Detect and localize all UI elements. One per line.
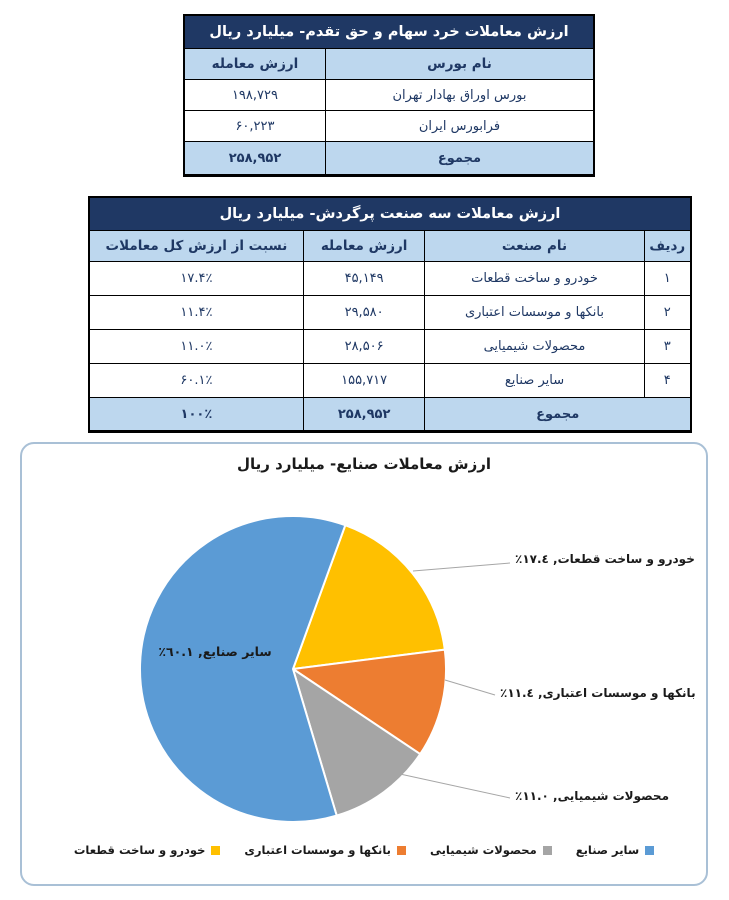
table-cell: بورس اوراق بهادار تهران (325, 80, 594, 111)
table-cell: ۶۰.۱٪ (89, 364, 303, 398)
chart-legend (22, 843, 706, 857)
table-cell: ۶۰,۲۲۳ (184, 111, 325, 142)
table-cell: بانکها و موسسات اعتباری (425, 296, 644, 330)
legend-item-3 (74, 843, 221, 857)
table-cell: فرابورس ایران (325, 111, 594, 142)
slice-label-text: محصولات شیمیایی, (553, 789, 669, 803)
table-cell: ۱۱.۰٪ (89, 330, 303, 364)
slice-label-3 (130, 644, 300, 659)
table-cell: ۱۷.۴٪ (89, 262, 303, 296)
callout-line-2 (400, 774, 510, 798)
top-industries-table-mount (88, 196, 692, 433)
slice-label-text: سایر صنایع, (197, 644, 272, 659)
top-industries-table-header-1: نام صنعت (425, 231, 644, 262)
industries-pie-panel (20, 442, 708, 886)
legend-label: بانکها و موسسات اعتباری (244, 843, 391, 857)
table-row (89, 262, 691, 296)
top-industries-table-title: ارزش معاملات سه صنعت پرگردش- میلیارد ریال (89, 197, 691, 231)
table-cell: محصولات شیمیایی (425, 330, 644, 364)
table-cell: ۲ (644, 296, 691, 330)
slice-label-2 (515, 789, 669, 803)
legend-label: محصولات شیمیایی (429, 843, 537, 857)
retail-trades-table (183, 14, 595, 177)
total-cell: ۲۵۸,۹۵۲ (303, 398, 425, 432)
legend-swatch-icon (397, 846, 406, 855)
table-row (89, 330, 691, 364)
legend-item-1 (430, 843, 552, 857)
retail-trades-table-total-row (184, 142, 594, 176)
slice-label-percent: ٪١١.٠ (515, 789, 549, 803)
legend-swatch-icon (645, 846, 654, 855)
top-industries-table-total-row (89, 398, 691, 432)
slice-label-text: بانکها و موسسات اعتباری, (538, 686, 696, 700)
retail-trades-table-header-0: نام بورس (325, 49, 594, 80)
total-cell: مجموع (325, 142, 594, 176)
slice-label-percent: ٪١٧.٤ (515, 552, 549, 566)
table-row (89, 296, 691, 330)
table-cell: ۳ (644, 330, 691, 364)
slice-label-percent: ٪١١.٤ (500, 686, 534, 700)
retail-trades-table-mount (183, 14, 595, 177)
retail-trades-table-header-1: ارزش معامله (184, 49, 325, 80)
legend-label: سایر صنایع (575, 843, 640, 857)
total-cell: ۲۵۸,۹۵۲ (184, 142, 325, 176)
table-row (184, 111, 594, 142)
table-cell: ۲۸,۵۰۶ (303, 330, 425, 364)
top-industries-table-header-0: ردیف (644, 231, 691, 262)
table-cell: ۴ (644, 364, 691, 398)
legend-swatch-icon (543, 846, 552, 855)
legend-label: خودرو و ساخت قطعات (73, 843, 206, 857)
top-industries-table-header-2: ارزش معامله (303, 231, 425, 262)
table-cell: ۴۵,۱۴۹ (303, 262, 425, 296)
chart-title: ارزش معاملات صنایع- میلیارد ریال (236, 455, 492, 473)
table-cell: ۱۵۵,۷۱۷ (303, 364, 425, 398)
slice-label-text: خودرو و ساخت قطعات, (553, 552, 695, 566)
legend-swatch-icon (211, 846, 220, 855)
table-row (184, 80, 594, 111)
total-cell: ۱۰۰٪ (89, 398, 303, 432)
retail-trades-table-title: ارزش معاملات خرد سهام و حق تقدم- میلیارد ریال (184, 15, 594, 49)
table-cell: ۱ (644, 262, 691, 296)
total-cell: مجموع (425, 398, 691, 432)
top-industries-table-header-3: نسبت از ارزش کل معاملات (89, 231, 303, 262)
table-cell: سایر صنایع (425, 364, 644, 398)
callout-line-0 (413, 563, 510, 571)
table-cell: ۲۹,۵۸۰ (303, 296, 425, 330)
callout-line-1 (445, 680, 495, 695)
slice-label-0 (515, 552, 695, 566)
legend-item-2 (244, 843, 406, 857)
pie-chart (22, 444, 706, 884)
table-cell: ۱۹۸,۷۲۹ (184, 80, 325, 111)
table-cell: ۱۱.۴٪ (89, 296, 303, 330)
slice-label-1 (500, 686, 696, 700)
slice-label-percent: ٪٦٠.١ (158, 644, 194, 659)
legend-item-0 (576, 843, 654, 857)
table-row (89, 364, 691, 398)
table-cell: خودرو و ساخت قطعات (425, 262, 644, 296)
top-industries-table (88, 196, 692, 433)
